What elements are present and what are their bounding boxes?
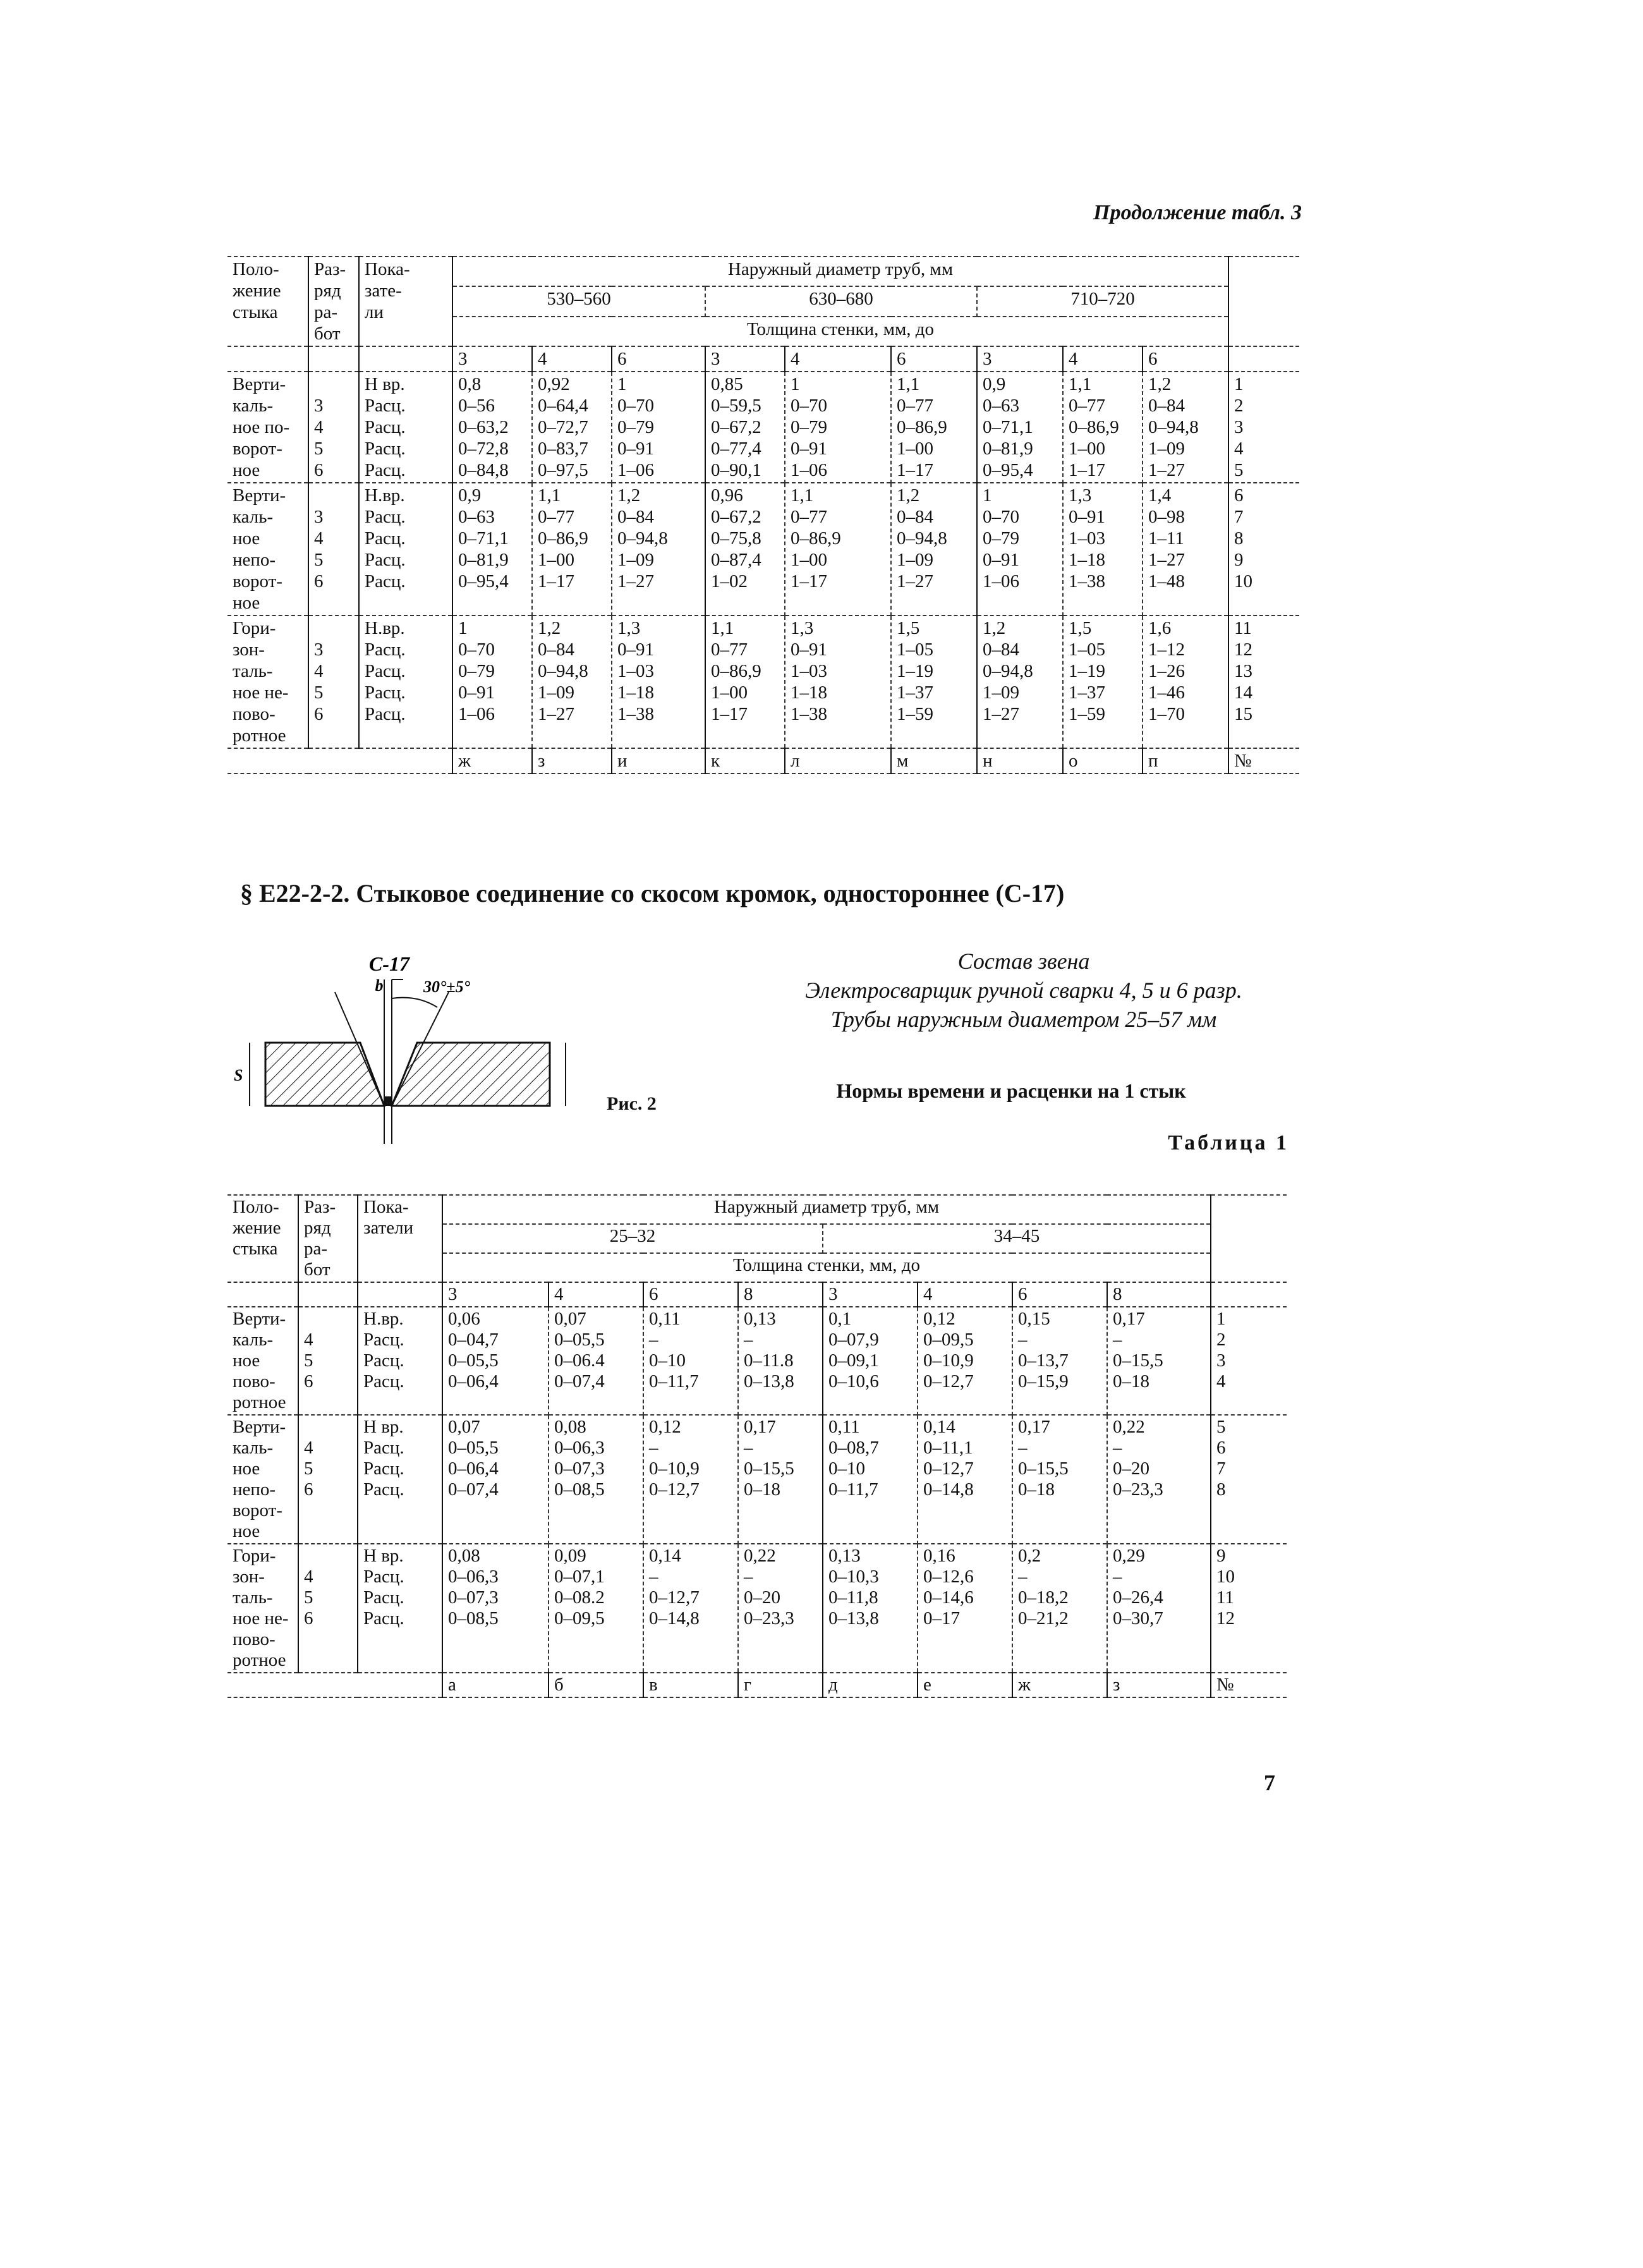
column-letter: в [643,1673,738,1697]
rate-values: 1,5 1–05 1–19 1–37 1–59 [1063,616,1143,748]
thickness-value: 3 [705,346,785,372]
row-numbers: 1 2 3 4 [1211,1307,1287,1415]
rates-table-continued [227,256,1299,774]
joint-position: Верти- каль- ное непо- ворот- ное [227,483,308,616]
header-row [227,257,1299,286]
thickness-value: 6 [612,346,705,372]
rate-values: 1,6 1–12 1–26 1–46 1–70 [1143,616,1228,748]
rate-values: 1 0–70 0–79 0–91 1–06 [785,372,891,483]
rate-values: 1 0–70 0–79 0–91 1–06 [612,372,705,483]
col-header-empty [1211,1195,1287,1282]
column-letter: и [612,748,705,773]
col-header-indicators: Пока- затели [358,1195,442,1282]
rate-values: 0,13 – 0–11.8 0–13,8 [738,1307,823,1415]
left-plate [265,1043,384,1106]
rate-values: 1,1 0–77 0–86,9 1–00 1–17 [891,372,977,483]
table-row [227,1415,1287,1544]
thickness-value: 8 [738,1282,823,1307]
rate-values: 1,1 0–77 0–86,9 1–00 1–17 [532,483,612,616]
thickness-value: 4 [549,1282,643,1307]
rate-values: 1,1 0–77 0–86,9 1–00 1–17 [705,616,785,748]
table-row [227,616,1299,748]
column-letter: к [705,748,785,773]
root-face [384,1096,392,1106]
figure-code: С-17 [369,954,409,975]
indicator-labels: Н.вр. Расц. Расц. Расц. [358,1307,442,1415]
joint-position: Гори- зон- таль- ное не- пово- ротное [227,616,308,748]
col-header-indicators: Пока- зате- ли [359,257,452,346]
rate-values: 1,3 0–91 1–03 1–18 1–38 [612,616,705,748]
rate-values: 1,3 0–91 1–03 1–18 1–38 [1063,483,1143,616]
thickness-row [227,346,1299,372]
column-letter: д [823,1673,918,1697]
rate-values: 0,11 0–08,7 0–10 0–11,7 [823,1415,918,1544]
column-letter: о [1063,748,1143,773]
rate-values: 1,1 0–77 0–86,9 1–00 1–17 [785,483,891,616]
rate-values: 0,17 – 0–15,5 0–18 [1107,1307,1211,1415]
col-header-outer-diameter: Наружный диаметр труб, мм [442,1195,1211,1224]
rate-values: 0,1 0–07,9 0–09,1 0–10,6 [823,1307,918,1415]
thickness-value: 6 [643,1282,738,1307]
work-grade: 3 4 5 6 [308,616,359,748]
rate-values: 0,11 – 0–10 0–11,7 [643,1307,738,1415]
column-letter-row [227,748,1299,773]
column-letter: л [785,748,891,773]
thickness-value: 3 [452,346,532,372]
rate-values: 1,2 0–84 0–94,8 1–09 1–27 [891,483,977,616]
col-header-empty [1228,257,1299,346]
rate-values: 1,4 0–98 1–11 1–27 1–48 [1143,483,1228,616]
diameter-group: 530–560 [452,286,705,316]
table-row [227,372,1299,483]
table-row [227,483,1299,616]
gap-label: b [375,976,384,995]
column-letter: е [918,1673,1012,1697]
wall-thickness-header: Толщина стенки, мм, до [452,317,1228,346]
diameter-group: 34–45 [823,1224,1211,1253]
row-numbers: 11 12 13 14 15 [1228,616,1299,748]
rate-values: 0,22 – 0–20 0–23,3 [738,1544,823,1673]
work-grade: 4 5 6 [298,1415,358,1544]
table-label: Таблица 1 [1168,1131,1289,1155]
crew-composition [746,947,1302,1034]
rate-values: 0,09 0–07,1 0–08.2 0–09,5 [549,1544,643,1673]
thickness-row [227,1282,1287,1307]
footer-blank [298,1673,358,1697]
column-letter: б [549,1673,643,1697]
rate-values: 1,2 0–84 0–94,8 1–09 1–27 [977,616,1063,748]
crew-title: Состав звена [957,949,1090,974]
indicator-labels: Н вр. Расц. Расц. Расц. [358,1544,442,1673]
thickness-value: 4 [1063,346,1143,372]
angle-arc [392,998,437,1007]
col-header-grade: Раз- ряд ра- бот [308,257,359,346]
thickness-value: 3 [823,1282,918,1307]
rate-values: 1,2 0–84 0–94,8 1–09 1–27 [612,483,705,616]
crew-line-2: Трубы наружным диаметром 25–57 мм [830,1007,1217,1032]
angle-label: 30°±5° [423,978,471,996]
thickness-blank [1211,1282,1287,1307]
rate-values: 0,08 0–06,3 0–07,3 0–08,5 [442,1544,549,1673]
thickness-blank [298,1282,358,1307]
thickness-blank [227,1282,298,1307]
col-header-position: Поло- жение стыка [227,1195,298,1282]
thickness-label: S [234,1066,243,1084]
row-numbers: 9 10 11 12 [1211,1544,1287,1673]
rate-values: 0,14 0–11,1 0–12,7 0–14,8 [918,1415,1012,1544]
row-numbers: 1 2 3 4 5 [1228,372,1299,483]
rate-values: 1,1 0–77 0–86,9 1–00 1–17 [1063,372,1143,483]
indicator-labels: Н.вр. Расц. Расц. Расц. Расц. [359,483,452,616]
rate-values: 0,22 – 0–20 0–23,3 [1107,1415,1211,1544]
thickness-value: 3 [442,1282,549,1307]
rate-values: 1 0–70 0–79 0–91 1–06 [977,483,1063,616]
joint-position: Верти- каль- ное пово- ротное [227,1307,298,1415]
column-letter: з [1107,1673,1211,1697]
rates-table-1 [227,1194,1287,1698]
rate-values: 0,2 – 0–18,2 0–21,2 [1012,1544,1107,1673]
thickness-blank [227,346,308,372]
right-plate [392,1043,550,1106]
thickness-value: 4 [785,346,891,372]
wall-thickness-header: Толщина стенки, мм, до [442,1253,1211,1282]
rate-values: 0,8 0–56 0–63,2 0–72,8 0–84,8 [452,372,532,483]
thickness-blank [308,346,359,372]
rate-values: 1 0–70 0–79 0–91 1–06 [452,616,532,748]
joint-position: Гори- зон- таль- ное не- пово- ротное [227,1544,298,1673]
column-letter: а [442,1673,549,1697]
rate-values: 0,06 0–04,7 0–05,5 0–06,4 [442,1307,549,1415]
column-letter: з [532,748,612,773]
table-row [227,1544,1287,1673]
column-letter: м [891,748,977,773]
header-row [227,1195,1287,1224]
footer-blank [359,748,452,773]
thickness-blank [1228,346,1299,372]
rate-values: 0,17 – 0–15,5 0–18 [738,1415,823,1544]
table-continuation-label: Продолжение табл. 3 [1093,201,1302,224]
joint-position: Верти- каль- ное непо- ворот- ное [227,1415,298,1544]
diameter-group: 630–680 [705,286,977,316]
column-letter-row [227,1673,1287,1697]
work-grade: 4 5 6 [298,1307,358,1415]
thickness-blank [359,346,452,372]
column-letter: н [977,748,1063,773]
footer-blank [227,748,308,773]
norms-title: Нормы времени и расценки на 1 стык [836,1079,1186,1102]
thickness-value: 6 [891,346,977,372]
indicator-labels: Н вр. Расц. Расц. Расц. [358,1415,442,1544]
thickness-value: 4 [532,346,612,372]
footer-blank [308,748,359,773]
column-number-sign: № [1211,1673,1287,1697]
joint-position: Верти- каль- ное по- ворот- ное [227,372,308,483]
column-letter: п [1143,748,1228,773]
section-title: § Е22-2-2. Стыковое соединение со скосом кромок, одностороннее (С-17) [240,879,1065,907]
rate-values: 0,12 0–09,5 0–10,9 0–12,7 [918,1307,1012,1415]
rate-values: 0,12 – 0–10,9 0–12,7 [643,1415,738,1544]
column-letter: ж [452,748,532,773]
row-numbers: 6 7 8 9 10 [1228,483,1299,616]
crew-line-1: Электросварщик ручной сварки 4, 5 и 6 разр. [805,978,1242,1003]
footer-blank [358,1673,442,1697]
column-letter: г [738,1673,823,1697]
work-grade: 3 4 5 6 [308,483,359,616]
weld-joint-figure [234,954,588,1156]
rate-values: 0,92 0–64,4 0–72,7 0–83,7 0–97,5 [532,372,612,483]
rate-values: 0,9 0–63 0–71,1 0–81,9 0–95,4 [977,372,1063,483]
footer-blank [227,1673,298,1697]
rate-values: 1,3 0–91 1–03 1–18 1–38 [785,616,891,748]
rate-values: 0,29 – 0–26,4 0–30,7 [1107,1544,1211,1673]
rate-values: 1,2 0–84 0–94,8 1–09 1–27 [1143,372,1228,483]
page-number: 7 [1264,1770,1275,1795]
rate-values: 0,16 0–12,6 0–14,6 0–17 [918,1544,1012,1673]
rate-values: 0,07 0–05,5 0–06,4 0–07,4 [442,1415,549,1544]
rate-values: 0,14 – 0–12,7 0–14,8 [643,1544,738,1673]
thickness-value: 6 [1012,1282,1107,1307]
rate-values: 0,07 0–05,5 0–06.4 0–07,4 [549,1307,643,1415]
indicator-labels: Н вр. Расц. Расц. Расц. Расц. [359,372,452,483]
thickness-value: 4 [918,1282,1012,1307]
rate-values: 1,2 0–84 0–94,8 1–09 1–27 [532,616,612,748]
row-numbers: 5 6 7 8 [1211,1415,1287,1544]
rate-values: 1,5 1–05 1–19 1–37 1–59 [891,616,977,748]
rate-values: 0,85 0–59,5 0–67,2 0–77,4 0–90,1 [705,372,785,483]
rate-values: 0,96 0–67,2 0–75,8 0–87,4 1–02 [705,483,785,616]
thickness-blank [358,1282,442,1307]
rate-values: 0,9 0–63 0–71,1 0–81,9 0–95,4 [452,483,532,616]
thickness-value: 3 [977,346,1063,372]
col-header-grade: Раз- ряд ра- бот [298,1195,358,1282]
indicator-labels: Н.вр. Расц. Расц. Расц. Расц. [359,616,452,748]
col-header-outer-diameter: Наружный диаметр труб, мм [452,257,1228,286]
table-row [227,1307,1287,1415]
work-grade: 3 4 5 6 [308,372,359,483]
rate-values: 0,13 0–10,3 0–11,8 0–13,8 [823,1544,918,1673]
thickness-value: 6 [1143,346,1228,372]
rate-values: 0,17 – 0–15,5 0–18 [1012,1415,1107,1544]
work-grade: 4 5 6 [298,1544,358,1673]
diameter-group: 710–720 [977,286,1228,316]
col-header-position: Поло- жение стыка [227,257,308,346]
column-letter: ж [1012,1673,1107,1697]
column-number-sign: № [1228,748,1299,773]
figure-caption: Рис. 2 [607,1093,657,1114]
diameter-group: 25–32 [442,1224,823,1253]
thickness-value: 8 [1107,1282,1211,1307]
rate-values: 0,15 – 0–13,7 0–15,9 [1012,1307,1107,1415]
rate-values: 0,08 0–06,3 0–07,3 0–08,5 [549,1415,643,1544]
